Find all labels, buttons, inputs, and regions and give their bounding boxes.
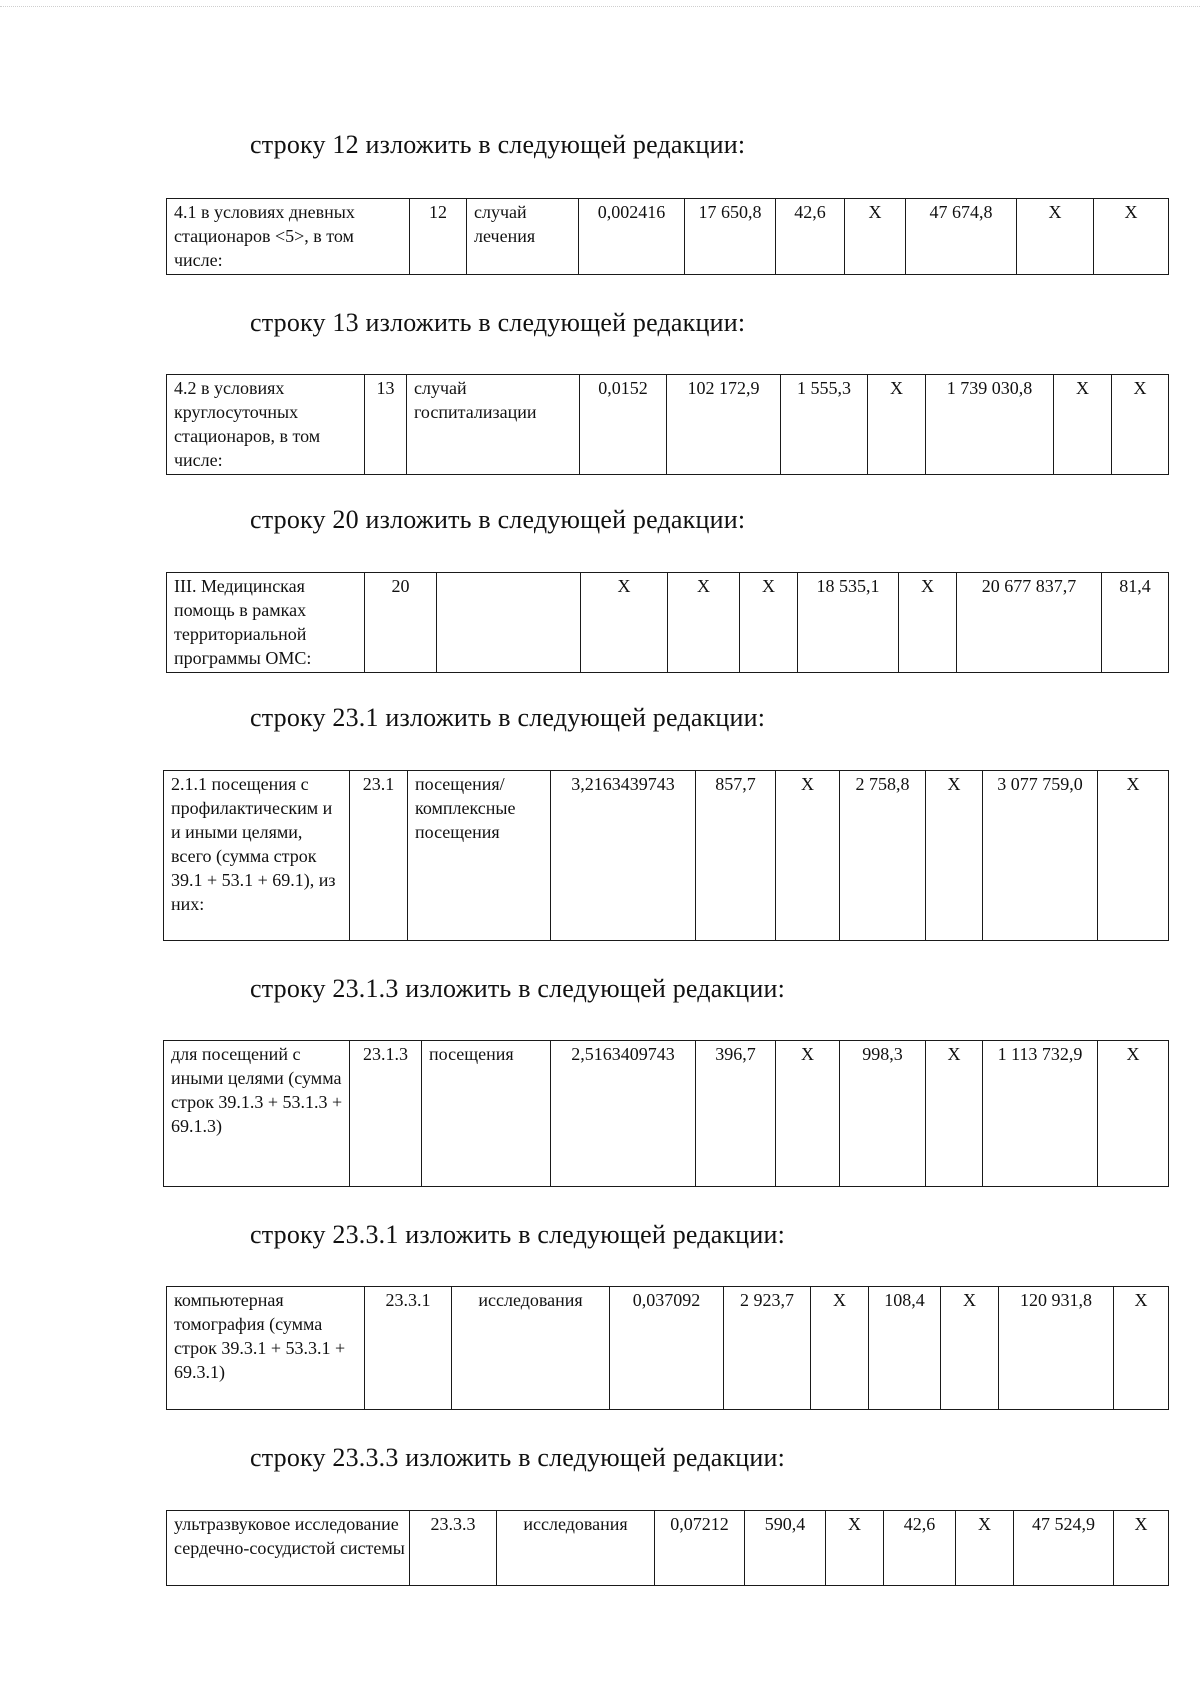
cell-value-9: Х [1114, 1287, 1169, 1410]
cell-line-number: 13 [365, 375, 407, 475]
cell-volume-norm: Х [581, 573, 668, 673]
cell-value-9: Х [1098, 771, 1169, 941]
cell-value-6: Х [868, 375, 926, 475]
cell-cost-norm: 102 172,9 [667, 375, 781, 475]
table-row-20 [166, 572, 1169, 673]
cell-unit [437, 573, 581, 673]
cell-value-6: 998,3 [840, 1041, 926, 1187]
cell-name: 4.1 в условиях дневных стационаров <5>, в том числе: [167, 199, 410, 275]
cell-value-7: Х [926, 771, 983, 941]
cell-unit: посещения [422, 1041, 551, 1187]
cell-value-5: 42,6 [776, 199, 845, 275]
cell-value-9: Х [1114, 1511, 1169, 1586]
cell-value-7: Х [941, 1287, 999, 1410]
cell-value-5: Х [811, 1287, 869, 1410]
cell-value-7: Х [899, 573, 957, 673]
cell-value-7: Х [926, 1041, 983, 1187]
cell-volume-norm: 0,037092 [610, 1287, 724, 1410]
section-heading-row-23-1-3: строку 23.1.3 изложить в следующей редакции: [250, 974, 786, 1003]
cell-volume-norm: 0,07212 [655, 1511, 745, 1586]
cell-name: для посещений с иными целями (сумма строк 39.1.3 + 53.1.3 + 69.1.3) [164, 1041, 350, 1187]
cell-volume-norm: 0,002416 [579, 199, 685, 275]
cell-line-number: 23.1.3 [350, 1041, 422, 1187]
section-heading-row-12: строку 12 изложить в следующей редакции: [250, 130, 746, 159]
cell-value-5: Х [776, 1041, 840, 1187]
table-row-12 [166, 198, 1169, 275]
cell-value-6: 42,6 [884, 1511, 956, 1586]
cell-value-9: Х [1094, 199, 1169, 275]
table-row [164, 771, 1169, 941]
cell-value-8: Х [1054, 375, 1112, 475]
cell-cost-norm: Х [668, 573, 740, 673]
cell-value-8: 1 113 732,9 [983, 1041, 1098, 1187]
cell-value-8: 3 077 759,0 [983, 771, 1098, 941]
cell-cost-norm: 17 650,8 [685, 199, 776, 275]
cell-line-number: 20 [365, 573, 437, 673]
cell-name: 4.2 в условиях круглосуточных стационаров, в том числе: [167, 375, 365, 475]
cell-cost-norm: 2 923,7 [724, 1287, 811, 1410]
cell-value-9: Х [1098, 1041, 1169, 1187]
cell-name: ультразвуковое исследование сердечно-сосудистой системы [167, 1511, 410, 1586]
cell-line-number: 23.1 [350, 771, 408, 941]
cell-cost-norm: 396,7 [696, 1041, 776, 1187]
table-row-13 [166, 374, 1169, 475]
cell-value-8: 20 677 837,7 [957, 573, 1102, 673]
cell-unit: случай госпитализации [407, 375, 580, 475]
table-row [167, 1287, 1169, 1410]
table-row [167, 199, 1169, 275]
table-row [167, 573, 1169, 673]
cell-value-6: 108,4 [869, 1287, 941, 1410]
scan-edge-line [0, 6, 1200, 7]
cell-value-9: Х [1112, 375, 1169, 475]
cell-unit: исследования [452, 1287, 610, 1410]
cell-line-number: 12 [410, 199, 467, 275]
cell-value-7: 1 739 030,8 [926, 375, 1054, 475]
cell-value-6: 2 758,8 [840, 771, 926, 941]
cell-unit: исследования [497, 1511, 655, 1586]
table-row-23-3-1 [166, 1286, 1169, 1410]
cell-value-5: Х [776, 771, 840, 941]
cell-name: III. Медицинская помощь в рамках территориальной программы ОМС: [167, 573, 365, 673]
section-heading-row-23-3-1: строку 23.3.1 изложить в следующей редакции: [250, 1220, 786, 1249]
cell-value-5: Х [826, 1511, 884, 1586]
table-row-23-1 [163, 770, 1169, 941]
table-row-23-1-3 [163, 1040, 1169, 1187]
cell-name: 2.1.1 посещения с профилактическим и и иными целями, всего (сумма строк 39.1 + 53.1 + 69.1), из них: [164, 771, 350, 941]
table-row-23-3-3 [166, 1510, 1169, 1586]
cell-unit: посещения/ комплексные посещения [408, 771, 551, 941]
cell-value-7: 47 674,8 [906, 199, 1017, 275]
cell-name: компьютерная томография (сумма строк 39.3.1 + 53.3.1 + 69.3.1) [167, 1287, 365, 1410]
cell-volume-norm: 2,5163409743 [551, 1041, 696, 1187]
cell-value-5: Х [740, 573, 798, 673]
section-heading-row-23-3-3: строку 23.3.3 изложить в следующей редакции: [250, 1443, 786, 1472]
cell-value-8: 47 524,9 [1014, 1511, 1114, 1586]
cell-value-8: 120 931,8 [999, 1287, 1114, 1410]
section-heading-row-20: строку 20 изложить в следующей редакции: [250, 505, 746, 534]
cell-value-6: 18 535,1 [798, 573, 899, 673]
cell-value-5: 1 555,3 [781, 375, 868, 475]
cell-value-8: Х [1017, 199, 1094, 275]
cell-cost-norm: 857,7 [696, 771, 776, 941]
cell-volume-norm: 3,2163439743 [551, 771, 696, 941]
table-row [164, 1041, 1169, 1187]
cell-value-7: Х [956, 1511, 1014, 1586]
cell-line-number: 23.3.3 [410, 1511, 497, 1586]
section-heading-row-23-1: строку 23.1 изложить в следующей редакции: [250, 703, 766, 732]
cell-value-6: Х [845, 199, 906, 275]
cell-unit: случай лечения [467, 199, 579, 275]
cell-cost-norm: 590,4 [745, 1511, 826, 1586]
cell-line-number: 23.3.1 [365, 1287, 452, 1410]
section-heading-row-13: строку 13 изложить в следующей редакции: [250, 308, 746, 337]
table-row [167, 1511, 1169, 1586]
cell-value-9: 81,4 [1102, 573, 1169, 673]
cell-volume-norm: 0,0152 [580, 375, 667, 475]
table-row [167, 375, 1169, 475]
